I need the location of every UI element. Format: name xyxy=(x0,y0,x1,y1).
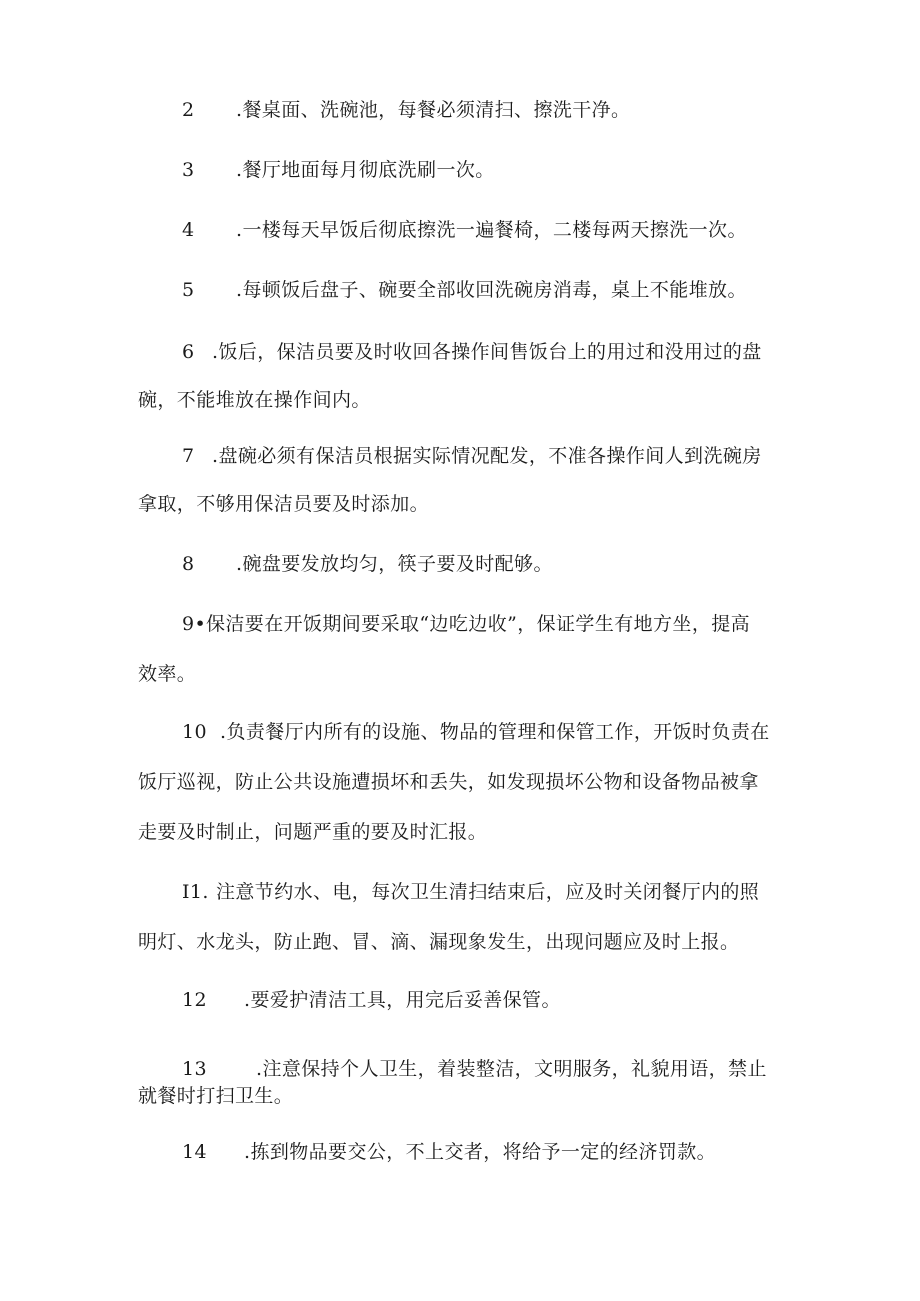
list-item xyxy=(182,218,747,242)
list-item xyxy=(182,552,553,576)
item-number: I1. xyxy=(182,881,209,903)
item-text: 保洁要在开饭期间要采取“边吃边收”，保证学生有地方坐，提高 xyxy=(206,613,751,635)
item-text: 注意节约水、电，每次卫生清扫结束后，应及时关闭餐厅内的照 xyxy=(216,881,760,903)
list-item xyxy=(182,278,747,302)
item-number: 6 xyxy=(182,341,195,363)
list-item-continuation xyxy=(138,388,371,412)
item-text: 拿取，不够用保洁员要及时添加。 xyxy=(138,493,430,515)
list-item xyxy=(182,720,770,744)
list-item xyxy=(182,158,495,182)
item-number: 8 xyxy=(182,553,195,575)
item-text: .饭后，保洁员要及时收回各操作间售饭台上的用过和没用过的盘 xyxy=(212,341,762,363)
item-number: 14 xyxy=(182,1141,207,1163)
list-item-continuation xyxy=(138,930,739,954)
item-text: 明灯、水龙头，防止跑、冒、滴、漏现象发生，出现问题应及时上报。 xyxy=(138,931,740,953)
list-item xyxy=(182,1057,767,1081)
item-text: 效率。 xyxy=(138,663,197,685)
list-item-continuation xyxy=(138,1084,293,1108)
item-number: 5 xyxy=(182,279,195,301)
item-text: 饭厅巡视，防止公共设施遭损坏和丢失，如发现损坏公物和设备物品被拿 xyxy=(138,771,759,793)
item-text: 碗，不能堆放在操作间内。 xyxy=(138,389,371,411)
item-number: 9• xyxy=(182,613,207,635)
list-item-continuation xyxy=(138,492,429,516)
item-text: 走要及时制止，问题严重的要及时汇报。 xyxy=(138,821,488,843)
item-text: .一楼每天早饭后彻底擦洗一遍餐椅，二楼每两天擦洗一次。 xyxy=(236,219,747,241)
item-text: .每顿饭后盘子、碗要全部收回洗碗房消毒，桌上不能堆放。 xyxy=(236,279,747,301)
item-text: .要爱护清洁工具，用完后妥善保管。 xyxy=(244,989,561,1011)
item-text: .餐厅地面每月彻底洗刷一次。 xyxy=(236,159,495,181)
list-item xyxy=(182,444,762,468)
list-item xyxy=(182,612,750,636)
item-number: 12 xyxy=(182,989,207,1011)
item-text: .拣到物品要交公，不上交者，将给予一定的经济罚款。 xyxy=(244,1141,717,1163)
list-item-continuation xyxy=(138,662,196,686)
list-item xyxy=(182,340,762,364)
list-item xyxy=(182,1140,716,1164)
item-text: .注意保持个人卫生，着装整洁，文明服务，礼貌用语，禁止 xyxy=(256,1058,767,1080)
item-text: 就餐时打扫卫生。 xyxy=(138,1085,294,1107)
list-item xyxy=(182,98,630,122)
list-item xyxy=(182,988,561,1012)
item-number: 10 xyxy=(182,721,207,743)
list-item-continuation xyxy=(138,770,759,794)
item-text: .碗盘要发放均匀，筷子要及时配够。 xyxy=(236,553,553,575)
item-number: 13 xyxy=(182,1058,207,1080)
item-number: 3 xyxy=(182,159,195,181)
item-text: .盘碗必须有保洁员根据实际情况配发，不准各操作间人到洗碗房 xyxy=(212,445,762,467)
item-text: .餐桌面、洗碗池，每餐必须清扫、擦洗干净。 xyxy=(236,99,631,121)
list-item-continuation xyxy=(138,820,487,844)
item-number: 7 xyxy=(182,445,195,467)
item-text: .负责餐厅内所有的设施、物品的管理和保管工作，开饭时负责在 xyxy=(220,721,770,743)
item-number: 4 xyxy=(182,219,195,241)
item-number: 2 xyxy=(182,99,195,121)
list-item xyxy=(182,880,759,904)
